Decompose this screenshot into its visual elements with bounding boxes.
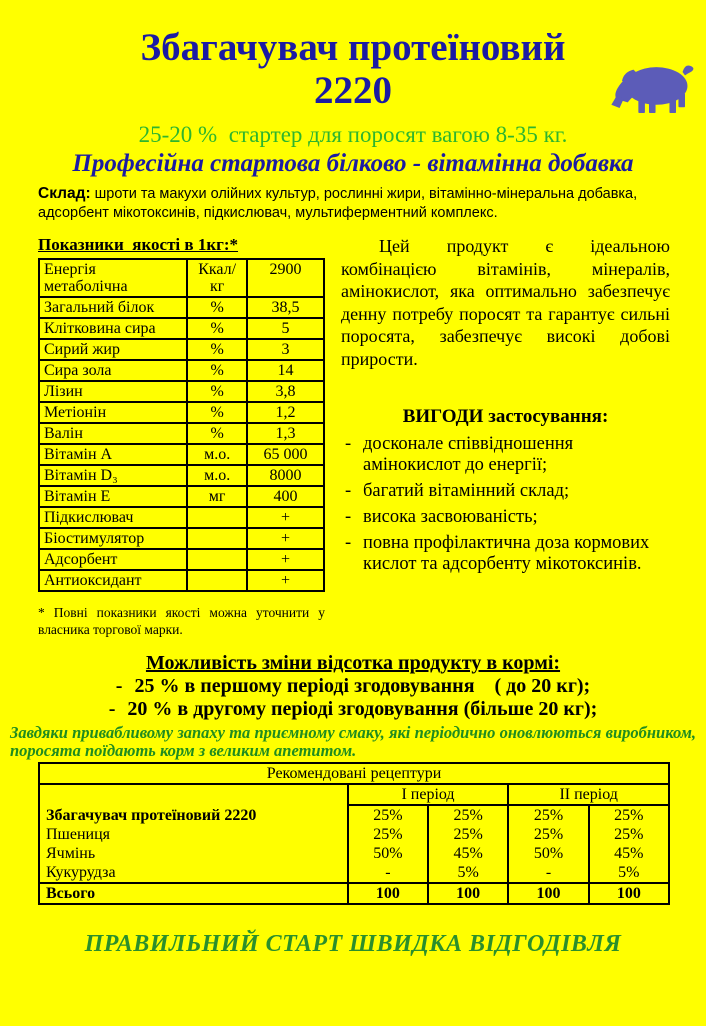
recipes-table bbox=[38, 762, 670, 905]
quality-value-cell: + bbox=[247, 570, 324, 591]
usage-items bbox=[0, 675, 706, 721]
quality-unit-cell: % bbox=[187, 360, 247, 381]
table-row bbox=[39, 465, 324, 486]
table-row bbox=[39, 863, 669, 883]
table-row bbox=[39, 297, 324, 318]
quality-value-cell: 1,2 bbox=[247, 402, 324, 423]
recipe-value-cell: 25% bbox=[589, 805, 669, 825]
usage-heading: Можливість зміни відсотка продукту в кормі: bbox=[145, 652, 561, 674]
quality-unit-cell: м.о. bbox=[187, 444, 247, 465]
quality-name-cell: Сира зола bbox=[39, 360, 187, 381]
description-column bbox=[341, 235, 670, 638]
quality-unit-cell: м.о. bbox=[187, 465, 247, 486]
recipe-value-cell: 25% bbox=[348, 825, 428, 844]
bullet-text: висока засвоюваність; bbox=[363, 507, 538, 527]
quality-name-cell: Вітамін D₃ bbox=[39, 465, 187, 486]
table-row bbox=[39, 825, 669, 844]
quality-name-cell: Біостимулятор bbox=[39, 528, 187, 549]
title-line-2: 2220 bbox=[314, 69, 392, 112]
quality-value-cell: 2900 bbox=[247, 259, 324, 297]
recipe-value-cell: 25% bbox=[428, 825, 508, 844]
bullet-marker: - bbox=[345, 507, 352, 527]
bullet-text: досконале співвідношення амінокислот до енергії; bbox=[363, 434, 574, 475]
recipe-value-cell: 100 bbox=[428, 883, 508, 904]
pig-icon bbox=[604, 56, 694, 120]
recipes-title: Рекомендовані рецептури bbox=[39, 763, 669, 784]
quality-unit-cell: % bbox=[187, 423, 247, 444]
recipes-body bbox=[39, 805, 669, 904]
quality-value-cell: 400 bbox=[247, 486, 324, 507]
quality-name-cell: Вітамін А bbox=[39, 444, 187, 465]
table-row bbox=[39, 549, 324, 570]
quality-name-cell: Валін bbox=[39, 423, 187, 444]
composition bbox=[38, 184, 672, 223]
quality-value-cell: 8000 bbox=[247, 465, 324, 486]
period-2-header: ІІ період bbox=[508, 784, 669, 805]
quality-value-cell: 14 bbox=[247, 360, 324, 381]
recipe-name-cell: Збагачувач протеїновий 2220 bbox=[39, 805, 348, 825]
table-row bbox=[39, 444, 324, 465]
quality-value-cell: 3 bbox=[247, 339, 324, 360]
quality-unit-cell bbox=[187, 570, 247, 591]
quality-unit-cell: мг bbox=[187, 486, 247, 507]
bullet-text: повна профілактична доза кормових кислот та адсорбенту мікотоксинів. bbox=[363, 533, 650, 574]
quality-footnote: * Повні показники якості можна уточнити у власника торгової марки. bbox=[38, 605, 325, 637]
quality-unit-cell: % bbox=[187, 381, 247, 402]
table-row bbox=[39, 318, 324, 339]
main-columns bbox=[38, 235, 670, 638]
composition-label: Склад: bbox=[38, 185, 91, 202]
quality-unit-cell bbox=[187, 507, 247, 528]
quality-name-cell: Підкислювач bbox=[39, 507, 187, 528]
recipe-value-cell: 45% bbox=[589, 844, 669, 863]
quality-value-cell: 5 bbox=[247, 318, 324, 339]
recipe-value-cell: 45% bbox=[428, 844, 508, 863]
period-1-header: І період bbox=[348, 784, 509, 805]
bullet-marker: - bbox=[115, 675, 123, 697]
recipe-value-cell: 25% bbox=[589, 825, 669, 844]
slogan: ПРАВИЛЬНИЙ СТАРТ ШВИДКА ВІДГОДІВЛЯ bbox=[84, 931, 622, 957]
quality-name-cell: Сирий жир bbox=[39, 339, 187, 360]
recipes-period-row bbox=[39, 784, 669, 805]
recipes-corner-cell bbox=[39, 784, 348, 805]
quality-unit-cell bbox=[187, 549, 247, 570]
recipe-value-cell: 5% bbox=[428, 863, 508, 883]
quality-unit-cell: % bbox=[187, 402, 247, 423]
list-item bbox=[341, 533, 670, 575]
quality-name-cell: Лізин bbox=[39, 381, 187, 402]
recipe-value-cell: 100 bbox=[508, 883, 588, 904]
list-item bbox=[341, 507, 670, 528]
quality-section bbox=[38, 235, 325, 638]
list-item bbox=[341, 434, 670, 476]
table-row bbox=[39, 844, 669, 863]
quality-value-cell: 1,3 bbox=[247, 423, 324, 444]
quality-unit-cell: % bbox=[187, 297, 247, 318]
usage-item-text: 20 % в другому періоді згодовування (більше 20 кг); bbox=[127, 698, 598, 720]
quality-name-cell: Адсорбент bbox=[39, 549, 187, 570]
bullet-marker: - bbox=[108, 698, 116, 720]
usage-item-text: 25 % в першому періоді згодовування ( до 20 кг); bbox=[134, 675, 591, 697]
recipe-value-cell: 50% bbox=[348, 844, 428, 863]
quality-value-cell: 3,8 bbox=[247, 381, 324, 402]
quality-heading: Показники якості в 1кг:* bbox=[38, 235, 239, 254]
usage-item bbox=[0, 675, 706, 698]
quality-unit-cell: % bbox=[187, 318, 247, 339]
quality-unit-cell bbox=[187, 528, 247, 549]
bullet-text: багатий вітамінний склад; bbox=[363, 481, 570, 501]
subtitle: 25-20 % стартер для поросят вагою 8-35 кг. bbox=[138, 122, 568, 147]
quality-value-cell: 65 000 bbox=[247, 444, 324, 465]
description-paragraph: Цей продукт є ідеальною комбінацією вітамінів, мінералів, амінокислот, яка оптимально забезпечує денну потребу поросят та гарантує сильні поросята, забезпечує високі добові прирости. bbox=[341, 236, 670, 369]
benefits-heading: ВИГОДИ застосування: bbox=[402, 406, 609, 427]
list-item bbox=[341, 481, 670, 502]
recipe-name-cell: Кукурудза bbox=[39, 863, 348, 883]
quality-value-cell: + bbox=[247, 528, 324, 549]
table-row bbox=[39, 423, 324, 444]
recipe-value-cell: - bbox=[508, 863, 588, 883]
usage-item bbox=[0, 698, 706, 721]
quality-unit-cell: Ккал/кг bbox=[187, 259, 247, 297]
recipe-value-cell: 25% bbox=[508, 805, 588, 825]
recipe-name-cell: Всього bbox=[39, 883, 348, 904]
usage-note: Завдяки привабливому запаху та приємному смаку, які періодично оновлюються виробником, поросята поїдають корм з великим апетитом. bbox=[10, 723, 696, 760]
quality-name-cell: Вітамін Е bbox=[39, 486, 187, 507]
quality-value-cell: + bbox=[247, 507, 324, 528]
quality-table bbox=[38, 258, 325, 592]
recipes-title-row bbox=[39, 763, 669, 784]
benefits-list bbox=[341, 434, 670, 575]
bullet-marker: - bbox=[345, 434, 352, 454]
table-row bbox=[39, 528, 324, 549]
table-row bbox=[39, 486, 324, 507]
quality-unit-cell: % bbox=[187, 339, 247, 360]
recipe-value-cell: 25% bbox=[348, 805, 428, 825]
table-row bbox=[39, 883, 669, 904]
recipe-value-cell: 100 bbox=[348, 883, 428, 904]
flyer-page bbox=[0, 26, 706, 1026]
quality-table-body bbox=[39, 259, 324, 591]
table-row bbox=[39, 259, 324, 297]
page-title bbox=[0, 26, 706, 112]
recipe-value-cell: 5% bbox=[589, 863, 669, 883]
table-row bbox=[39, 570, 324, 591]
title-line-1: Збагачувач протеїновий bbox=[140, 26, 566, 69]
quality-name-cell: Антиоксидант bbox=[39, 570, 187, 591]
table-row bbox=[39, 339, 324, 360]
recipe-name-cell: Ячмінь bbox=[39, 844, 348, 863]
table-row bbox=[39, 507, 324, 528]
quality-value-cell: + bbox=[247, 549, 324, 570]
table-row bbox=[39, 402, 324, 423]
quality-name-cell: Клітковина сира bbox=[39, 318, 187, 339]
tagline: Професійна стартова білково - вітамінна добавка bbox=[72, 150, 634, 177]
recipe-value-cell: 25% bbox=[428, 805, 508, 825]
composition-text: шроти та макухи олійних культур, рослинні жири, вітамінно-мінеральна добавка, адсорбент мікотоксинів, підкислювач, мультиферментний комплекс. bbox=[38, 186, 638, 221]
quality-value-cell: 38,5 bbox=[247, 297, 324, 318]
quality-name-cell: Метіонін bbox=[39, 402, 187, 423]
table-row bbox=[39, 381, 324, 402]
recipe-value-cell: 50% bbox=[508, 844, 588, 863]
bullet-marker: - bbox=[345, 533, 352, 553]
quality-name-cell: Енергія метаболічна bbox=[39, 259, 187, 297]
recipe-value-cell: 25% bbox=[508, 825, 588, 844]
usage-section bbox=[0, 652, 706, 759]
recipe-value-cell: 100 bbox=[589, 883, 669, 904]
quality-name-cell: Загальний білок bbox=[39, 297, 187, 318]
table-row bbox=[39, 805, 669, 825]
recipe-name-cell: Пшениця bbox=[39, 825, 348, 844]
bullet-marker: - bbox=[345, 481, 352, 501]
table-row bbox=[39, 360, 324, 381]
recipe-value-cell: - bbox=[348, 863, 428, 883]
